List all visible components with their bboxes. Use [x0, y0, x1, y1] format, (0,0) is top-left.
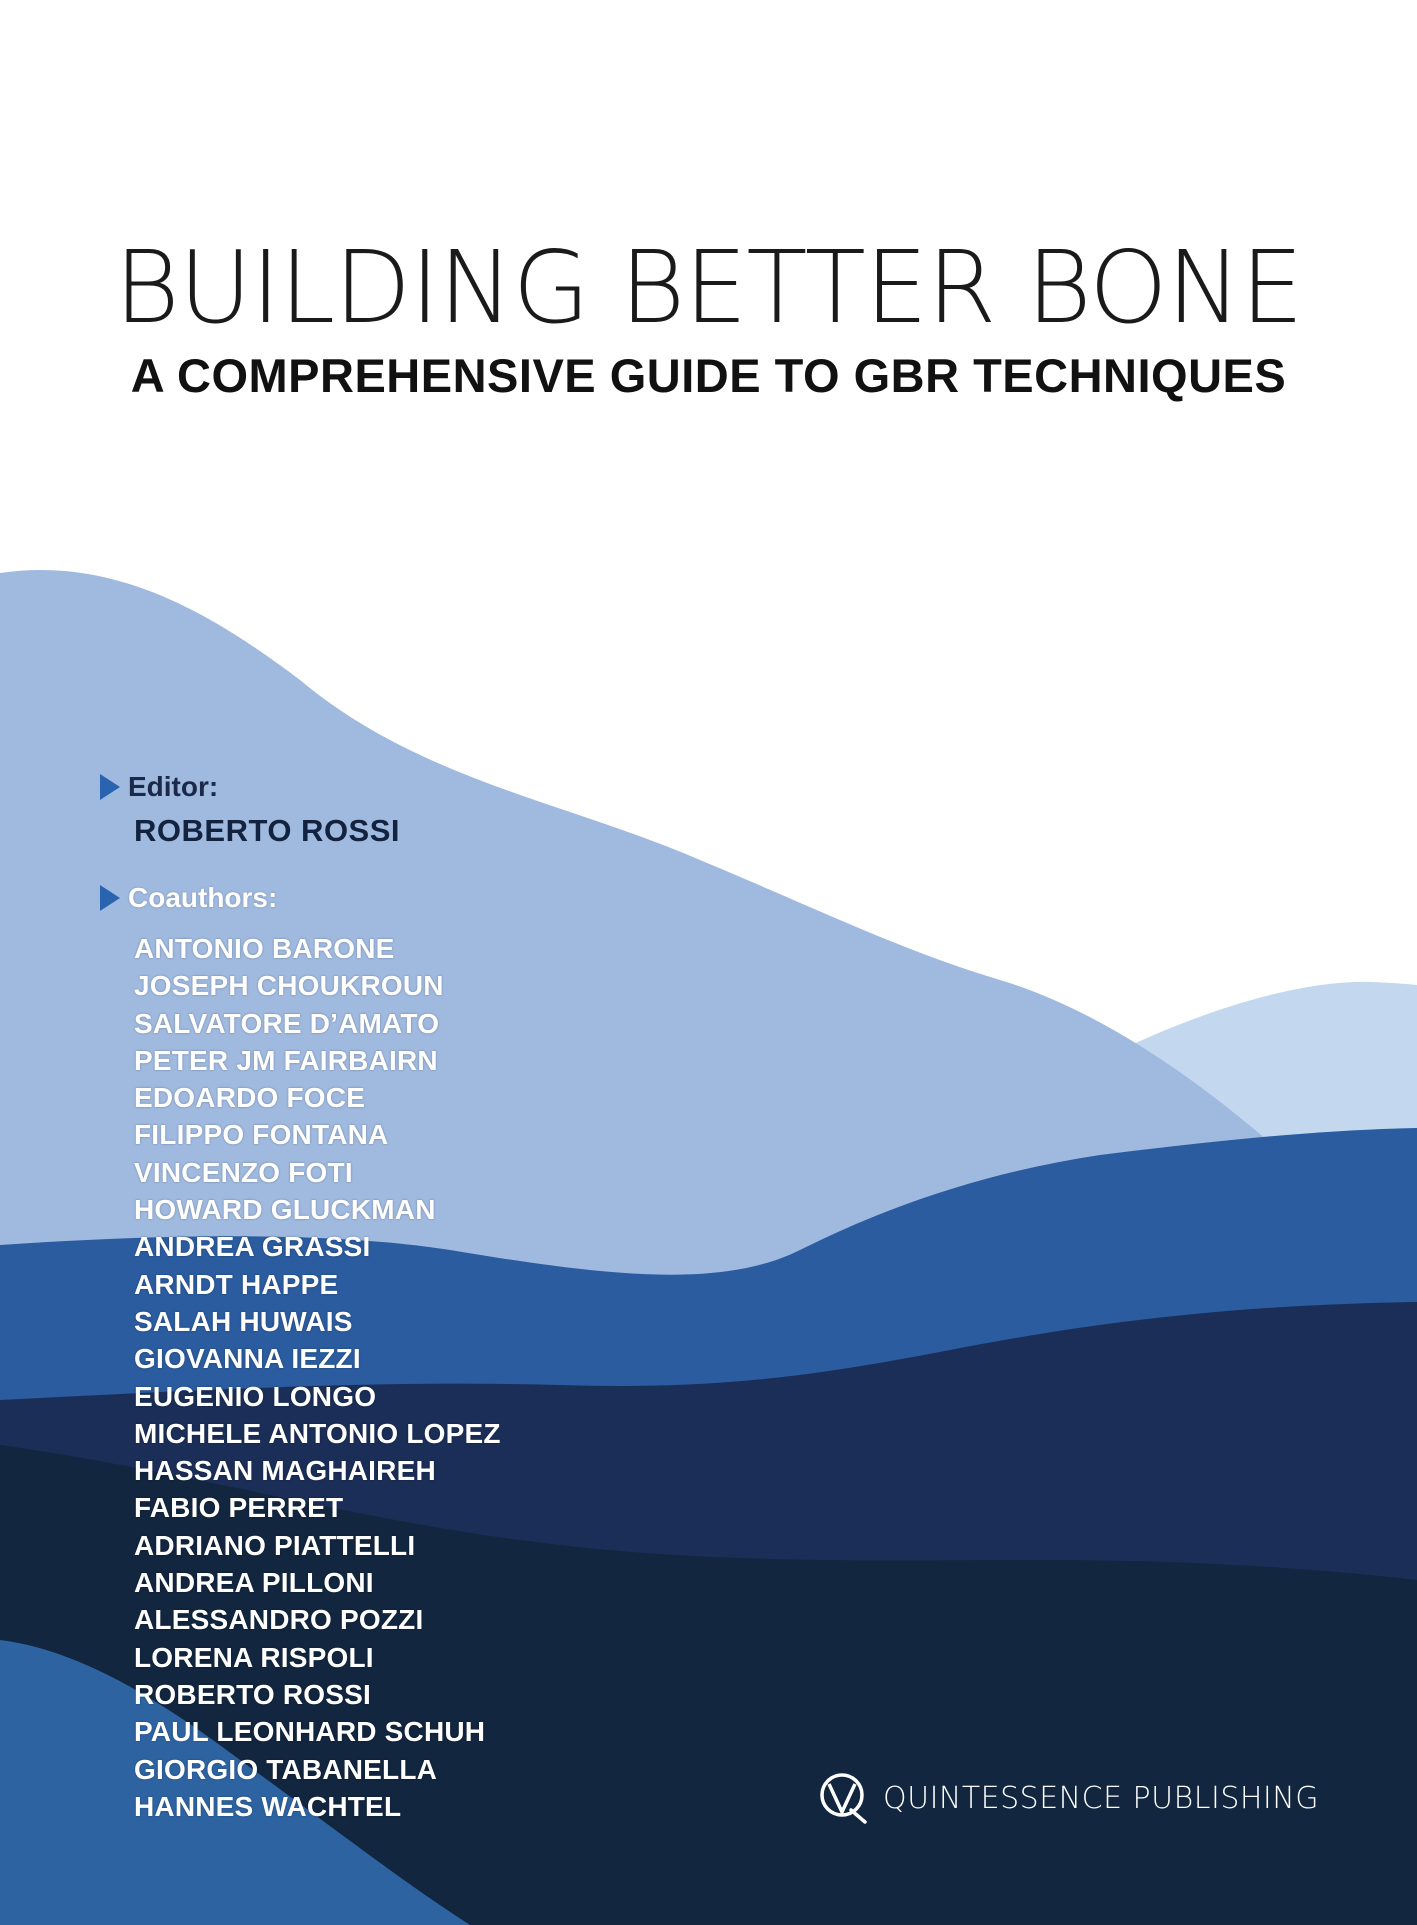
coauthor-name: SALVATORE D’AMATO [134, 1007, 440, 1039]
editor-name: ROBERTO ROSSI [134, 813, 401, 848]
coauthor-name: ANDREA PILLONI [134, 1567, 374, 1599]
qv-logo-icon [815, 1768, 875, 1828]
coauthor-name: PETER JM FAIRBAIRN [134, 1044, 438, 1076]
coauthor-name: FILIPPO FONTANA [134, 1119, 389, 1151]
coauthor-name: HASSAN MAGHAIREH [134, 1455, 436, 1487]
coauthor-name: ARNDT HAPPE [134, 1268, 339, 1300]
triangle-bullet-icon [100, 885, 120, 911]
coauthor-list [134, 930, 501, 1825]
coauthor-name: HANNES WACHTEL [134, 1790, 402, 1822]
book-title: BUILDING BETTER BONE [114, 229, 1303, 346]
editor-label: Editor: [128, 771, 219, 802]
coauthor-name: PAUL LEONHARD SCHUH [134, 1716, 486, 1748]
coauthor-name: GIORGIO TABANELLA [134, 1753, 438, 1785]
coauthor-name: ALESSANDRO POZZI [134, 1604, 424, 1636]
publisher-block [815, 1768, 1319, 1828]
book-subtitle: A COMPREHENSIVE GUIDE TO GBR TECHNIQUES [130, 349, 1287, 402]
coauthor-name: EDOARDO FOCE [134, 1082, 366, 1114]
coauthor-name: ADRIANO PIATTELLI [134, 1529, 416, 1561]
coauthor-name: ANDREA GRASSI [134, 1231, 371, 1263]
editor-heading [100, 773, 218, 801]
coauthors-label: Coauthors: [128, 882, 278, 913]
coauthor-name: ROBERTO ROSSI [134, 1678, 372, 1710]
coauthor-name: FABIO PERRET [134, 1492, 344, 1524]
coauthor-name: VINCENZO FOTI [134, 1156, 353, 1188]
coauthor-name: HOWARD GLUCKMAN [134, 1194, 436, 1226]
coauthor-name: SALAH HUWAIS [134, 1305, 353, 1337]
coauthor-name: LORENA RISPOLI [134, 1641, 374, 1673]
publisher-name: QUINTESSENCE PUBLISHING [883, 1780, 1319, 1816]
coauthors-heading [100, 884, 277, 912]
coauthor-name: JOSEPH CHOUKROUN [134, 970, 444, 1002]
coauthor-name: GIOVANNA IEZZI [134, 1343, 361, 1375]
coauthor-name: EUGENIO LONGO [134, 1380, 377, 1412]
coauthor-name: MICHELE ANTONIO LOPEZ [134, 1417, 501, 1449]
triangle-bullet-icon [100, 774, 120, 800]
coauthor-name: ANTONIO BARONE [134, 933, 395, 964]
